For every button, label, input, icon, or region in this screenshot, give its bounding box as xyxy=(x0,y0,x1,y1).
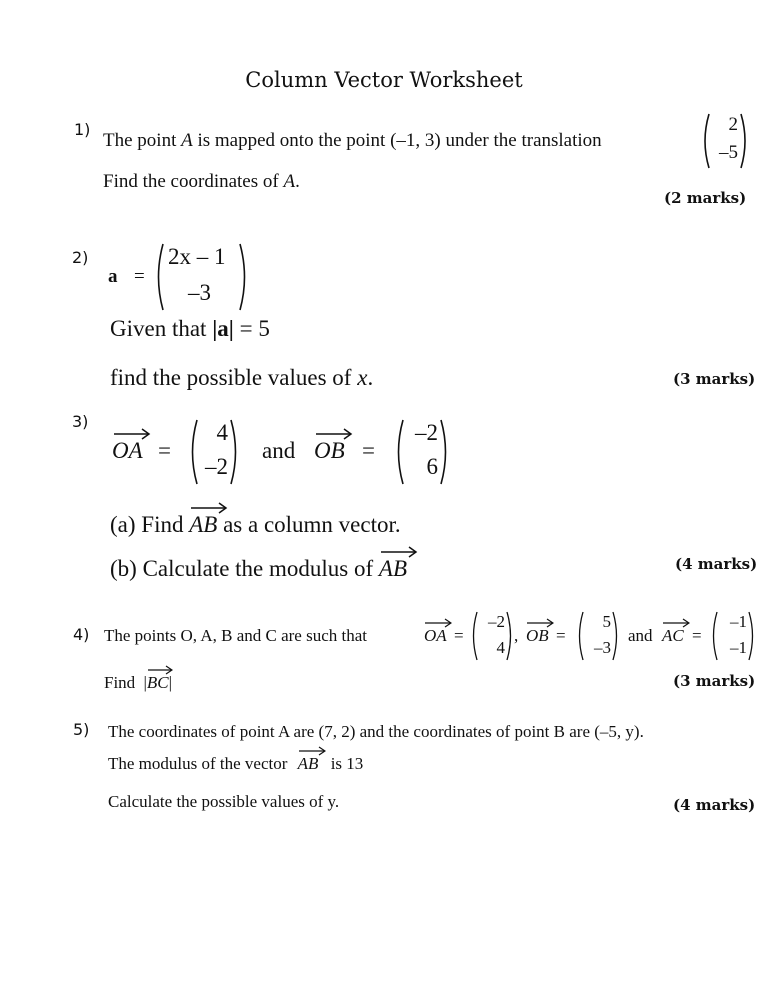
q1-line2-point: A xyxy=(283,171,296,192)
q3-oa-column-vector xyxy=(188,418,240,486)
q4-ob-arrow xyxy=(526,618,554,628)
q3-part-a-vector xyxy=(189,512,217,538)
question-5-marks: (4 marks) xyxy=(673,796,756,814)
q3-part-a-post: as a column vector. xyxy=(217,512,401,537)
q3-ob-label: OB xyxy=(314,438,345,463)
q5-ab-vector xyxy=(298,754,319,774)
q4-oa-equals: = xyxy=(454,626,464,645)
q4-ac-label: AC xyxy=(662,626,684,645)
q3-part-b xyxy=(110,556,407,582)
question-2-marks: (3 marks) xyxy=(673,370,756,388)
q3-oa-arrow xyxy=(112,428,152,440)
q4-ac-vector xyxy=(662,626,684,646)
question-3-number: 3) xyxy=(72,412,89,431)
q4-ac-equals: = xyxy=(692,626,702,645)
q2-equals: = xyxy=(134,266,145,287)
q4-oa-label: OA xyxy=(424,626,447,645)
question-2-number: 2) xyxy=(72,248,89,267)
q2-given-b: = 5 xyxy=(233,316,270,341)
question-2-given xyxy=(110,316,270,342)
question-1-marks: (2 marks) xyxy=(664,189,747,207)
question-1-text xyxy=(103,130,602,152)
q4-ac-bottom: –1 xyxy=(730,638,747,657)
question-3-marks: (4 marks) xyxy=(675,555,758,573)
q5-line2-post: is 13 xyxy=(330,754,364,773)
q2-vector-bottom: –3 xyxy=(188,280,211,305)
q4-oa-column-vector xyxy=(470,610,514,662)
q3-oa-bottom: –2 xyxy=(205,454,228,479)
q2-given-mod: |a| xyxy=(212,316,234,341)
q4-and: and xyxy=(628,626,653,645)
q2-find-var: x xyxy=(357,365,368,390)
question-2-find xyxy=(110,365,373,391)
q1-point-a: A xyxy=(181,130,193,151)
q4-find-label: Find xyxy=(104,673,136,692)
q4-ob-vector xyxy=(526,626,549,646)
q4-ob-equals: = xyxy=(556,626,566,645)
q4-ob-column-vector xyxy=(576,610,620,662)
q3-oa-label: OA xyxy=(112,438,143,463)
q3-oa-vector xyxy=(112,438,143,464)
q5-line-2 xyxy=(108,754,363,774)
q3-part-a-pre: (a) Find xyxy=(110,512,190,537)
q3-part-a xyxy=(110,512,401,538)
q3-part-a-arrow xyxy=(189,502,229,514)
q4-comma: , xyxy=(514,626,519,645)
q3-part-b-vec-label: AB xyxy=(378,556,408,581)
q4-oa-bottom: 4 xyxy=(496,638,505,657)
q3-part-a-vec-label: AB xyxy=(189,512,218,537)
q1-text-a: The point xyxy=(103,130,182,151)
question-5-number: 5) xyxy=(73,720,90,739)
q3-oa-equals: = xyxy=(158,438,171,463)
q2-column-vector xyxy=(154,242,250,312)
q2-vector-top-text: 2x – 1 xyxy=(168,244,226,269)
q1-line2-a: Find the coordinates of xyxy=(103,171,284,192)
question-4-number: 4) xyxy=(73,625,90,644)
q1-text-b: is mapped onto the point (–1, 3) under the translation xyxy=(192,130,602,151)
q4-oa-top: –2 xyxy=(488,612,505,631)
q4-ac-arrow xyxy=(662,618,690,628)
q3-ob-arrow xyxy=(314,428,354,440)
q4-ac-column-vector xyxy=(710,610,756,662)
q3-ob-vector xyxy=(314,438,345,464)
question-4-marks: (3 marks) xyxy=(673,672,756,690)
q2-find-b: . xyxy=(367,365,374,390)
q1-vector-top: 2 xyxy=(728,114,738,135)
q1-line2-b: . xyxy=(295,171,300,192)
q3-ob-top: –2 xyxy=(415,420,438,445)
q2-find-a: find the possible values of xyxy=(110,365,358,390)
q4-oa-vector xyxy=(424,626,447,646)
q5-line2-pre: The modulus of the vector xyxy=(108,754,288,773)
q5-ab-label: AB xyxy=(297,754,319,773)
q1-vector-bottom: –5 xyxy=(719,142,738,163)
q4-bc-vector xyxy=(147,673,169,693)
q2-vector-top xyxy=(168,244,226,270)
q3-oa-top: 4 xyxy=(216,420,228,445)
q3-and: and xyxy=(262,438,296,463)
q4-bc-label: BC xyxy=(146,673,169,692)
q4-ac-top: –1 xyxy=(730,612,747,631)
q3-ob-equals: = xyxy=(362,438,375,463)
q4-find: Find | BC| xyxy=(104,673,172,693)
q4-ob-top: 5 xyxy=(602,612,611,631)
q5-ab-arrow xyxy=(298,746,326,756)
q2-vector-name: a xyxy=(108,266,118,287)
q5-line-1: The coordinates of point A are (7, 2) and the coordinates of point B are (–5, y). xyxy=(108,722,644,741)
q2-given-a: Given that xyxy=(110,316,213,341)
question-1-number: 1) xyxy=(74,120,91,139)
q3-part-b-pre: (b) Calculate the modulus of xyxy=(110,556,379,581)
q3-ob-bottom: 6 xyxy=(426,454,438,479)
q4-bc-arrow xyxy=(147,665,173,675)
q4-oa-arrow xyxy=(424,618,452,628)
q1-translation-vector xyxy=(700,112,750,170)
q5-line-3: Calculate the possible values of y. xyxy=(108,792,340,811)
q3-ob-column-vector xyxy=(394,418,450,486)
q3-part-b-vector xyxy=(379,556,407,582)
question-1-line-2 xyxy=(103,171,300,193)
q4-ob-label: OB xyxy=(526,626,549,645)
q4-text: The points O, A, B and C are such that xyxy=(104,626,367,645)
page-title: Column Vector Worksheet xyxy=(245,68,523,92)
q4-ob-bottom: –3 xyxy=(594,638,611,657)
q3-part-b-arrow xyxy=(379,546,419,558)
